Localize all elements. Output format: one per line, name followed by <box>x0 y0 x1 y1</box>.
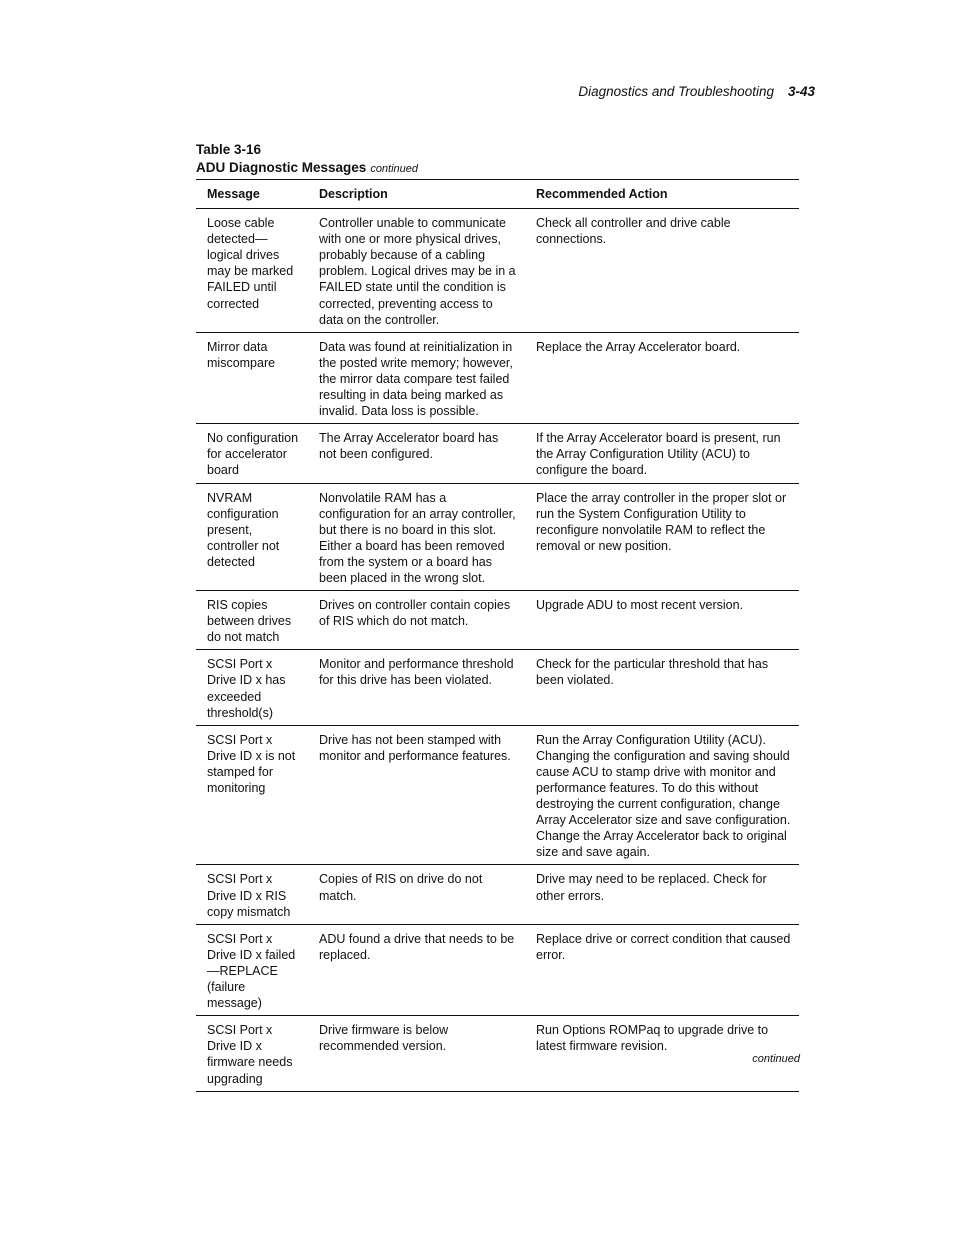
diagnostic-messages-table <box>196 179 799 1092</box>
cell-message: No configuration for accelerator board <box>207 431 299 478</box>
cell-message: NVRAM configuration present, controller not detected <box>207 490 280 569</box>
table-row <box>196 1016 799 1090</box>
cell-message: SCSI Port x Drive ID x RIS copy mismatch <box>207 872 291 919</box>
cell-action: Upgrade ADU to most recent version. <box>536 598 744 613</box>
table-row <box>196 333 799 424</box>
cell-description: The Array Accelerator board has not been configured. <box>319 431 499 462</box>
table-row <box>196 726 799 866</box>
cell-action: Replace the Array Accelerator board. <box>536 339 741 354</box>
page-number: 3-43 <box>787 84 815 99</box>
table-row <box>196 424 799 483</box>
cell-description: Monitor and performance threshold for this drive has been violated. <box>319 657 514 688</box>
running-header <box>578 84 815 99</box>
cell-action: Replace drive or correct condition that caused error. <box>536 931 791 962</box>
cell-action: Run the Array Configuration Utility (ACU). Changing the configuration and saving should cause ACU to stamp drive with monitor and performance features. To do this without destroying the current configuration, change Array Accelerator size and save configuration. Change the Array Accelerator back to original size and save again. <box>536 732 791 860</box>
cell-description: Drives on controller contain copies of RIS which do not match. <box>319 598 511 629</box>
caption-continued: continued <box>370 163 419 175</box>
cell-message: Loose cable detected—logical drives may be marked FAILED until corrected <box>207 216 294 311</box>
table-row <box>196 484 799 592</box>
column-header-action: Recommended Action <box>536 187 668 201</box>
table-row <box>196 925 799 1016</box>
cell-description: Drive has not been stamped with monitor and performance features. <box>319 732 511 763</box>
table-row <box>196 650 799 725</box>
cell-message: Mirror data miscompare <box>207 339 276 370</box>
cell-action: Check for the particular threshold that has been violated. <box>536 657 769 688</box>
column-header-message: Message <box>207 187 260 201</box>
table-number: Table 3-16 <box>196 142 262 157</box>
cell-message: SCSI Port x Drive ID x is not stamped for monitoring <box>207 732 296 795</box>
table-body <box>196 209 799 1091</box>
footer-continued: continued <box>752 1053 800 1065</box>
cell-description: Copies of RIS on drive do not match. <box>319 872 483 903</box>
table-header-row <box>196 180 799 209</box>
cell-message: SCSI Port x Drive ID x has exceeded threshold(s) <box>207 657 286 720</box>
table-title: ADU Diagnostic Messages <box>196 160 367 175</box>
table-caption <box>196 141 799 178</box>
column-header-description: Description <box>319 187 388 201</box>
cell-description: Controller unable to communicate with one or more physical drives, probably because of a cabling problem. Logical drives may be in a FAILED state until the condition is corrected, preventing access to data on the controller. <box>319 216 516 327</box>
cell-action: Place the array controller in the proper slot or run the System Configuration Utility to reconfigure nonvolatile RAM to reflect the removal or new position. <box>536 490 787 553</box>
cell-description: Drive firmware is below recommended version. <box>319 1023 449 1054</box>
running-header-title: Diagnostics and Troubleshooting <box>578 84 774 99</box>
table-row <box>196 865 799 924</box>
cell-action: Drive may need to be replaced. Check for other errors. <box>536 872 767 903</box>
cell-action: If the Array Accelerator board is present, run the Array Configuration Utility (ACU) to configure the board. <box>536 431 781 478</box>
cell-message: SCSI Port x Drive ID x failed—REPLACE (failure message) <box>207 931 296 1011</box>
cell-action: Run Options ROMPaq to upgrade drive to latest firmware revision. <box>536 1023 769 1054</box>
cell-description: Nonvolatile RAM has a configuration for an array controller, but there is no board in this slot. Either a board has been removed from the system or a board has been placed in the wrong slot. <box>319 490 516 585</box>
cell-message: SCSI Port x Drive ID x firmware needs upgrading <box>207 1023 293 1086</box>
table-row <box>196 209 799 333</box>
cell-action: Check all controller and drive cable connections. <box>536 216 731 247</box>
cell-description: ADU found a drive that needs to be replaced. <box>319 931 515 962</box>
cell-description: Data was found at reinitialization in the posted write memory; however, the mirror data compare test failed resulting in data being marked as invalid. Data loss is possible. <box>319 339 513 419</box>
table-row <box>196 591 799 650</box>
cell-message: RIS copies between drives do not match <box>207 598 292 645</box>
